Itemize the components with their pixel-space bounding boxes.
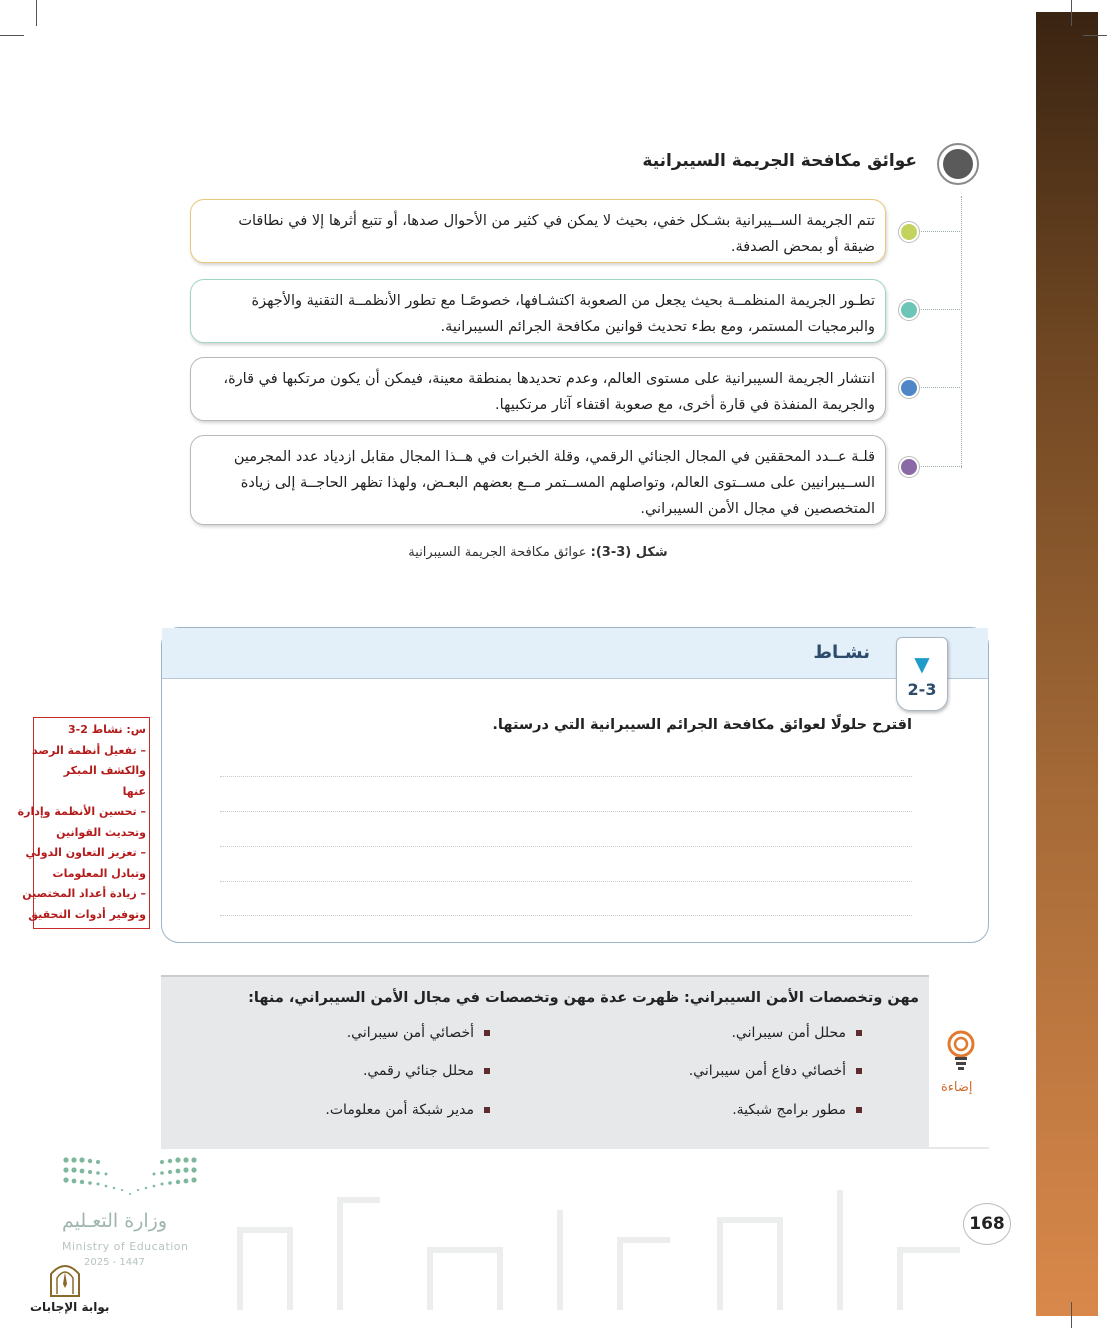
heading-bullet xyxy=(943,149,973,179)
obstacle-card xyxy=(190,435,886,525)
info-label: إضاءة xyxy=(941,1080,973,1095)
lightbulb-icon xyxy=(946,1030,976,1072)
portal-logo-icon xyxy=(45,1258,85,1298)
note-line: عنها xyxy=(122,784,146,798)
info-list-item: مدير شبكة أمن معلومات. xyxy=(325,1102,490,1118)
obstacle-card xyxy=(190,279,886,343)
activity-icon: ▼ xyxy=(914,652,930,676)
ministry-logo-dots xyxy=(62,1156,198,1200)
bullet-square-icon xyxy=(856,1107,862,1113)
answer-note xyxy=(17,717,150,929)
connector-branch xyxy=(918,231,962,232)
background-pattern xyxy=(200,1160,980,1310)
card-marker-dot xyxy=(899,222,919,242)
obstacle-text: تطـور الجريمة المنظمــة بحيث يجعل من الصعوبة اكتشـافها، خصوصًـا مع تطور الأنظمــة التقنية والأجهزة والبرمجيات المستمر، ومع بطء تحديث قوانين مكافحة الجرائم السيبرانية. xyxy=(251,293,875,335)
page-number: 168 xyxy=(963,1203,1011,1245)
bullet-square-icon xyxy=(484,1030,490,1036)
info-list-item: أخصائي دفاع أمن سيبراني. xyxy=(689,1063,862,1079)
card-marker-dot xyxy=(899,457,919,477)
section-heading: عوائق مكافحة الجريمة السيبرانية xyxy=(642,151,917,171)
connector-branch xyxy=(918,466,962,467)
activity-badge xyxy=(896,637,948,711)
decorative-side-strip xyxy=(1036,12,1098,1316)
bullet-square-icon xyxy=(856,1068,862,1074)
card-marker-dot xyxy=(899,300,919,320)
answer-line[interactable] xyxy=(220,846,912,847)
crop-mark xyxy=(1071,0,1072,26)
info-list-item: أخصائي أمن سيبراني. xyxy=(347,1025,490,1041)
answer-line[interactable] xyxy=(220,811,912,812)
bullet-square-icon xyxy=(856,1030,862,1036)
figure-caption-label: شكل (3-3): xyxy=(590,545,668,560)
obstacle-text: تتم الجريمة الســيبرانية بشـكل خفي، بحيث لا يمكن في كثير من الأحوال صدها، أو تتبع أثرها إلا في نطاقات ضيقة أو بمحض الصدفة. xyxy=(238,213,875,255)
ministry-name-arabic: وزارة التعـليم xyxy=(62,1210,168,1232)
crop-mark xyxy=(1083,35,1107,36)
bullet-square-icon xyxy=(484,1107,490,1113)
portal-name: بوابة الإجابات xyxy=(30,1300,110,1314)
note-line: وتبادل المعلومات xyxy=(52,866,146,880)
note-line: والكشف المبكر xyxy=(63,764,146,777)
activity-number: 2-3 xyxy=(907,680,937,699)
bullet-square-icon xyxy=(484,1068,490,1074)
figure-caption-text: عوائق مكافحة الجريمة السيبرانية xyxy=(408,545,587,560)
obstacle-text: انتشار الجريمة السيبرانية على مستوى العالم، وعدم تحديدها بمنطقة معينة، فيمكن أن يكون مرتكبها في قارة، والجريمة المنفذة في قارة أخرى، مع صعوبة اقتفاء آثار مرتكبيها. xyxy=(223,371,875,413)
obstacle-text: قلـة عــدد المحققين في المجال الجنائي الرقمي، وقلة الخبرات في هــذا المجال مقابل ازدياد عدد المجرمين الســيبرانيين على مســتوى العالم، وتواصلهم المســتمر مــع بعضهم البعـض، ولهذا تظهر الحاجــة إلى زيادة المتخصصين في مجال الأمن السيبراني. xyxy=(233,449,875,517)
note-line: – زيادة أعداد المختصين xyxy=(22,887,146,900)
connector-branch xyxy=(918,387,962,388)
info-list-item: مطور برامج شبكية. xyxy=(732,1102,862,1118)
note-line: – تحسين الأنظمة وإدارة xyxy=(17,805,146,818)
note-line: وتحديث القوانين xyxy=(56,825,146,839)
activity-box xyxy=(161,627,989,943)
answer-line[interactable] xyxy=(220,881,912,882)
note-line: س: نشاط 2-3 xyxy=(67,723,146,736)
answer-line[interactable] xyxy=(220,776,912,777)
ministry-name-english: Ministry of Education xyxy=(62,1240,189,1253)
obstacle-card xyxy=(190,199,886,263)
crop-mark xyxy=(1071,1302,1072,1328)
activity-title: نشـاط xyxy=(813,642,870,663)
activity-question: اقترح حلولًا لعوائق مكافحة الجرائم السيبرانية التي درستها. xyxy=(492,717,912,733)
card-marker-dot xyxy=(899,378,919,398)
figure-caption xyxy=(380,545,696,560)
obstacle-card xyxy=(190,357,886,421)
info-title: مهن وتخصصات الأمن السيبراني: ظهرت عدة مهن وتخصصات في مجال الأمن السيبراني، منها: xyxy=(248,990,919,1006)
note-line: وتوفير أدوات التحقيق xyxy=(28,907,146,921)
crop-mark xyxy=(36,0,37,26)
note-line: – تفعيل أنظمة الرصد xyxy=(32,743,146,757)
info-list-item: محلل جنائي رقمي. xyxy=(363,1063,490,1079)
connector-line xyxy=(961,196,962,468)
ministry-year: 2025 - 1447 xyxy=(84,1257,145,1268)
crop-mark xyxy=(0,35,24,36)
note-line: – تعزيز التعاون الدولي xyxy=(25,846,146,859)
answer-line[interactable] xyxy=(220,915,912,916)
connector-branch xyxy=(918,309,962,310)
info-list-item: محلل أمن سيبراني. xyxy=(731,1025,862,1041)
